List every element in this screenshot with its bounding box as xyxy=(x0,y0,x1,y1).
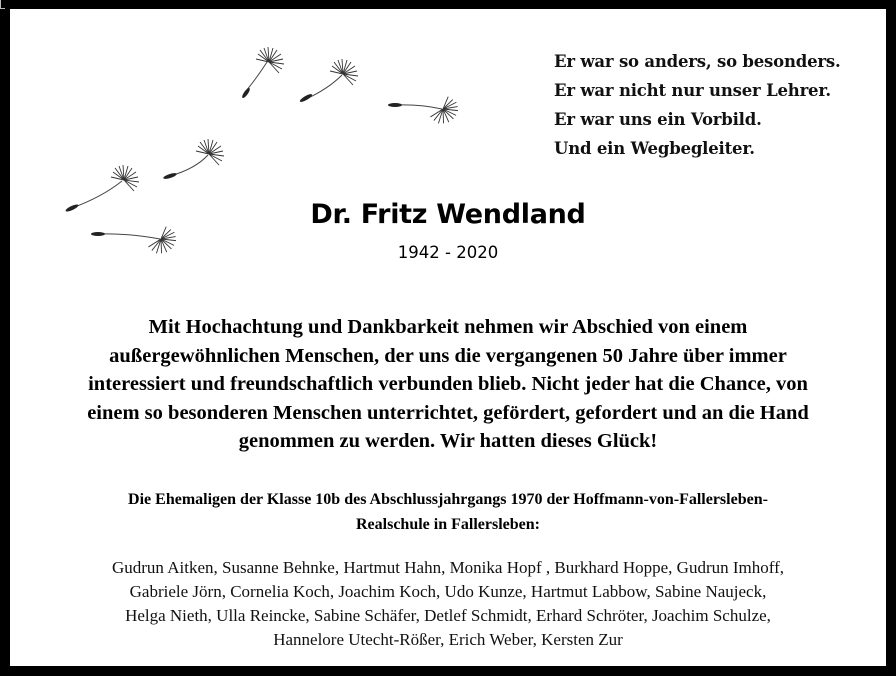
signature-line: Realschule in Fallersleben: xyxy=(356,516,540,533)
tribute-line: außergewöhnlichen Menschen, der uns die vergangenen 50 Jahre über immer xyxy=(109,344,787,367)
dandelion-seed-icon xyxy=(241,47,284,99)
life-years: 1942 - 2020 xyxy=(397,243,499,262)
signature-line: Die Ehemaligen der Klasse 10b des Abschlussjahrgangs 1970 der Hoffmann-von-Fallersleben- xyxy=(128,491,768,508)
tribute-line: Mit Hochachtung und Dankbarkeit nehmen wir Abschied von einem xyxy=(148,316,748,338)
corner-crop-mark xyxy=(0,0,5,9)
signature-heading xyxy=(30,487,866,537)
deceased-name: Dr. Fritz Wendland xyxy=(310,199,586,230)
dandelion-seed-icon xyxy=(388,94,460,126)
tribute-line: einem so besonderen Menschen unterrichtet, gefördert, gefordert und an die Hand xyxy=(87,401,809,424)
tribute-text xyxy=(70,313,826,456)
names-line: Gabriele Jörn, Cornelia Koch, Joachim Koch, Udo Kunze, Hartmut Labbow, Sabine Naujeck, xyxy=(129,582,767,601)
obituary-notice xyxy=(10,9,886,666)
names-line: Hannelore Utecht-Rößer, Erich Weber, Kersten Zur xyxy=(273,630,623,649)
poem-line: Und ein Wegbegleiter. xyxy=(554,139,755,158)
names-line: Gudrun Aitken, Susanne Behnke, Hartmut Hahn, Monika Hopf , Burkhard Hoppe, Gudrun Imhoff, xyxy=(111,558,785,577)
memorial-poem xyxy=(554,47,841,163)
poem-line: Er war nicht nur unser Lehrer. xyxy=(554,81,831,100)
signatory-names xyxy=(30,556,866,652)
poem-line: Er war so anders, so besonders. xyxy=(554,52,841,71)
poem-line: Er war uns ein Vorbild. xyxy=(554,110,762,129)
names-line: Helga Nieth, Ulla Reincke, Sabine Schäfer, Detlef Schmidt, Erhard Schröter, Joachim Schulze, xyxy=(125,606,771,625)
dandelion-seed-icon xyxy=(163,139,224,180)
tribute-line: genommen zu werden. Wir hatten dieses Glück! xyxy=(238,430,658,452)
tribute-line: interessiert und freundschaftlich verbunden blieb. Nicht jeder hat die Chance, von xyxy=(88,373,808,395)
dandelion-seed-icon xyxy=(299,59,358,103)
